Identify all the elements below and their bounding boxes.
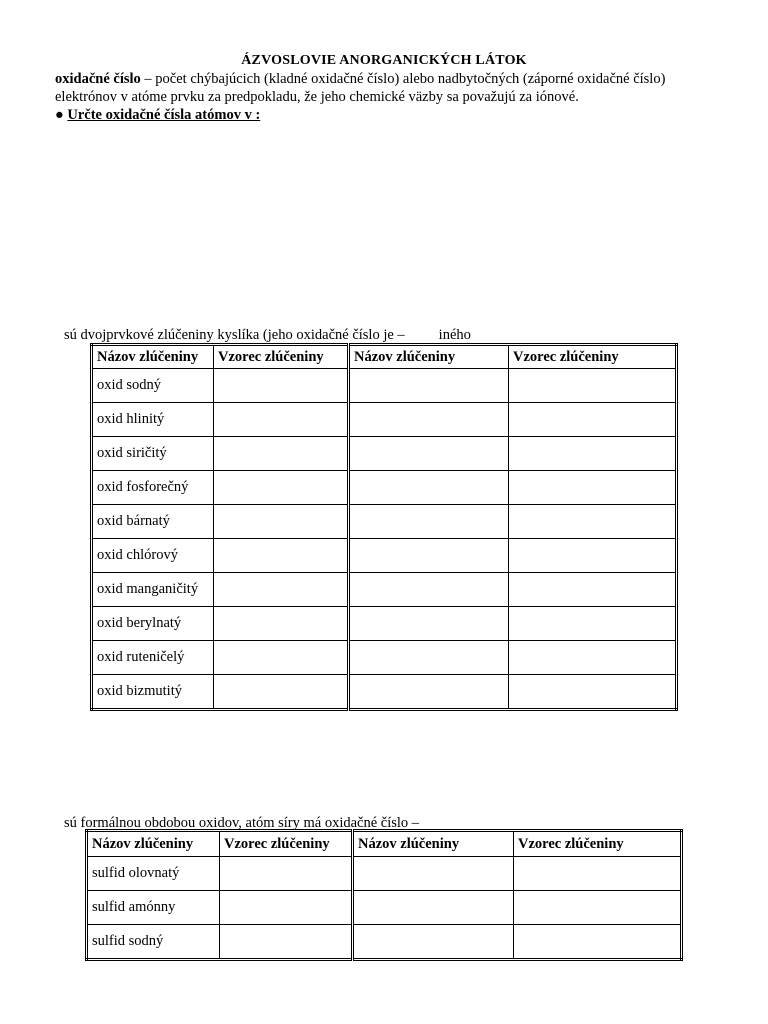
formula-cell[interactable]	[514, 925, 682, 960]
definition-term: oxidačné číslo	[55, 71, 141, 87]
name-cell[interactable]	[353, 857, 514, 891]
formula-cell[interactable]	[509, 403, 677, 437]
table-row	[92, 675, 677, 710]
compound-name: sulfid olovnatý	[87, 857, 220, 891]
table-row	[92, 539, 677, 573]
table-row	[92, 403, 677, 437]
column-header-formula: Vzorec zlúčeniny	[509, 345, 677, 369]
task-heading	[55, 107, 260, 124]
formula-cell[interactable]	[220, 891, 353, 925]
table-row	[92, 641, 677, 675]
formula-cell[interactable]	[514, 857, 682, 891]
column-header-name: Názov zlúčeniny	[92, 345, 214, 369]
formula-cell[interactable]	[509, 573, 677, 607]
table-row	[87, 891, 682, 925]
definition-line-1	[55, 71, 665, 88]
oxides-caption	[64, 327, 471, 344]
sulfides-header-row	[87, 831, 682, 857]
compound-name: oxid hlinitý	[92, 403, 214, 437]
formula-cell[interactable]	[509, 505, 677, 539]
column-header-name: Názov zlúčeniny	[349, 345, 509, 369]
column-header-name: Názov zlúčeniny	[353, 831, 514, 857]
formula-cell[interactable]	[514, 891, 682, 925]
bullet-icon: ●	[55, 107, 64, 123]
formula-cell[interactable]	[214, 573, 349, 607]
table-row	[92, 369, 677, 403]
formula-cell[interactable]	[509, 675, 677, 710]
sulfides-table	[85, 829, 683, 961]
compound-name: sulfid sodný	[87, 925, 220, 960]
name-cell[interactable]	[349, 403, 509, 437]
compound-name: oxid fosforečný	[92, 471, 214, 505]
name-cell[interactable]	[349, 607, 509, 641]
compound-name: oxid ruteničelý	[92, 641, 214, 675]
name-cell[interactable]	[349, 573, 509, 607]
formula-cell[interactable]	[509, 607, 677, 641]
compound-name: oxid manganičitý	[92, 573, 214, 607]
name-cell[interactable]	[349, 437, 509, 471]
table-row	[87, 857, 682, 891]
name-cell[interactable]	[353, 891, 514, 925]
name-cell[interactable]	[349, 505, 509, 539]
name-cell[interactable]	[349, 641, 509, 675]
formula-cell[interactable]	[509, 539, 677, 573]
compound-name: oxid chlórový	[92, 539, 214, 573]
formula-cell[interactable]	[214, 471, 349, 505]
name-cell[interactable]	[349, 675, 509, 710]
formula-cell[interactable]	[509, 641, 677, 675]
definition-line-2: elektrónov v atóme prvku za predpokladu, že jeho chemické väzby sa považujú za iónové.	[55, 89, 579, 105]
table-row	[92, 573, 677, 607]
table-row	[92, 607, 677, 641]
oxides-header-row	[92, 345, 677, 369]
column-header-formula: Vzorec zlúčeniny	[220, 831, 353, 857]
name-cell[interactable]	[349, 539, 509, 573]
formula-cell[interactable]	[509, 471, 677, 505]
column-header-formula: Vzorec zlúčeniny	[514, 831, 682, 857]
table-row	[87, 925, 682, 960]
definition-text-1: – počet chýbajúcich (kladné oxidačné číslo) alebo nadbytočných (záporné oxidačné číslo)	[140, 71, 666, 87]
compound-name: sulfid amónny	[87, 891, 220, 925]
compound-name: oxid siričitý	[92, 437, 214, 471]
table-row	[92, 437, 677, 471]
column-header-formula: Vzorec zlúčeniny	[214, 345, 349, 369]
sulfides-caption: sú formálnou obdobou oxidov, atóm síry má oxidačné číslo –	[64, 815, 420, 831]
compound-name: oxid sodný	[92, 369, 214, 403]
oxides-caption-part-2: iného	[438, 327, 471, 343]
oxides-caption-part-1: sú dvojprvkové zlúčeniny kyslíka (jeho oxidačné číslo je –	[64, 327, 405, 343]
column-header-name: Názov zlúčeniny	[87, 831, 220, 857]
page-title: ÁZVOSLOVIE ANORGANICKÝCH LÁTOK	[241, 53, 527, 68]
table-row	[92, 505, 677, 539]
name-cell[interactable]	[349, 369, 509, 403]
name-cell[interactable]	[353, 925, 514, 960]
compound-name: oxid bárnatý	[92, 505, 214, 539]
name-cell[interactable]	[349, 471, 509, 505]
formula-cell[interactable]	[220, 925, 353, 960]
formula-cell[interactable]	[214, 641, 349, 675]
task-label: Určte oxidačné čísla atómov v :	[67, 107, 261, 123]
formula-cell[interactable]	[220, 857, 353, 891]
table-row	[92, 471, 677, 505]
formula-cell[interactable]	[214, 505, 349, 539]
formula-cell[interactable]	[214, 369, 349, 403]
formula-cell[interactable]	[214, 607, 349, 641]
formula-cell[interactable]	[214, 403, 349, 437]
formula-cell[interactable]	[214, 437, 349, 471]
compound-name: oxid berylnatý	[92, 607, 214, 641]
formula-cell[interactable]	[509, 437, 677, 471]
compound-name: oxid bizmutitý	[92, 675, 214, 710]
oxides-table	[90, 343, 678, 711]
formula-cell[interactable]	[214, 675, 349, 710]
formula-cell[interactable]	[509, 369, 677, 403]
formula-cell[interactable]	[214, 539, 349, 573]
